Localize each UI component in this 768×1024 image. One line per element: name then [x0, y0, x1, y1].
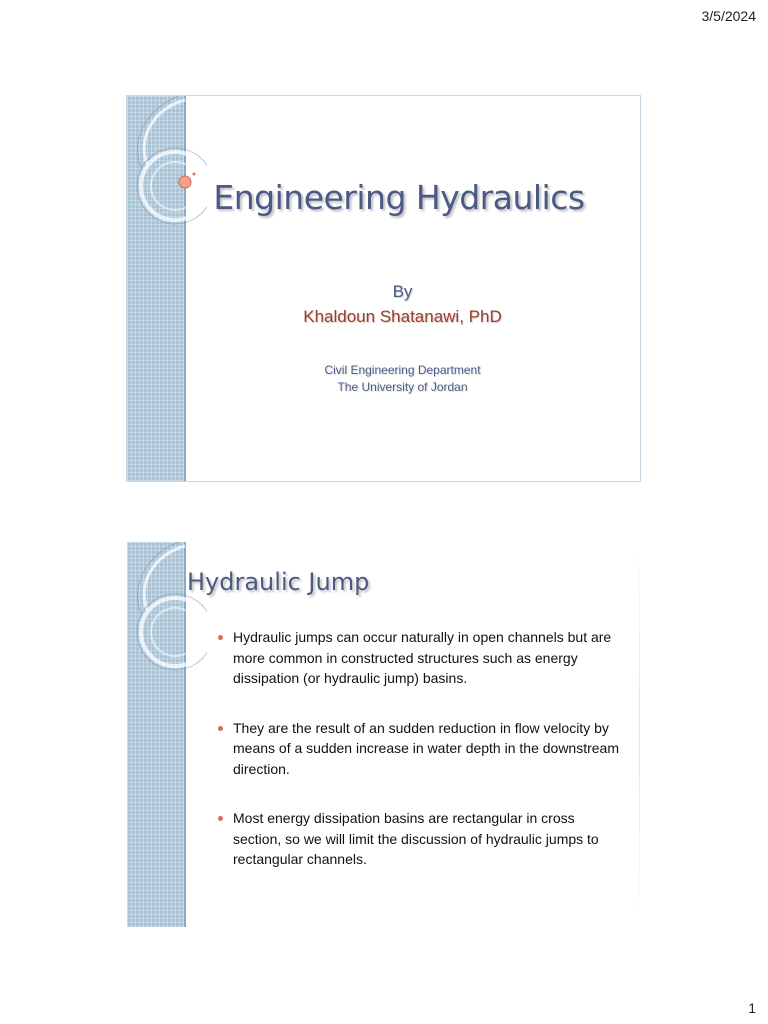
slide-1-affiliation: [184, 362, 621, 396]
slide-2-bullet-list: [218, 627, 623, 899]
swirl-decoration-icon: [127, 542, 207, 682]
department-line: Civil Engineering Department: [324, 363, 481, 377]
slide-1-by: By: [392, 282, 413, 301]
page-date: 3/5/2024: [701, 8, 756, 24]
slide-2: [127, 542, 640, 927]
slide-1: [127, 96, 640, 481]
slide-1-author: Khaldoun Shatanawi, PhD: [303, 307, 502, 326]
bullet-item: They are the result of an sudden reduction in flow velocity by means of a sudden increase in water depth in the downstream direction.: [218, 718, 623, 780]
slide-2-title: Hydraulic Jump: [187, 568, 370, 596]
bullet-item: Hydraulic jumps can occur naturally in open channels but are more common in constructed structures such as energy dissipation (or hydraulic jump) basins.: [218, 627, 623, 689]
university-line: The University of Jordan: [337, 380, 468, 394]
slide-1-title: Engineering Hydraulics: [213, 178, 585, 217]
bullet-item: Most energy dissipation basins are rectangular in cross section, so we will limit the discussion of hydraulic jumps to rectangular channels.: [218, 808, 623, 870]
page-number: 1: [748, 1000, 756, 1016]
